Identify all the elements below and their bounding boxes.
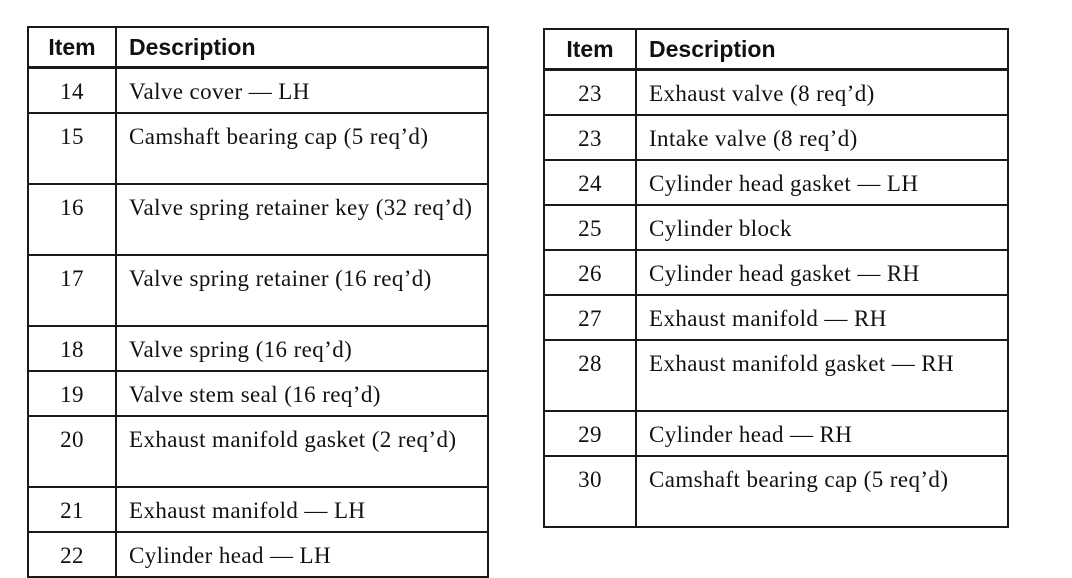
table-row: [28, 487, 488, 532]
item-number-cell: 30: [544, 456, 636, 527]
item-number-cell: 24: [544, 160, 636, 205]
table-row: [28, 371, 488, 416]
item-number-cell: 20: [28, 416, 116, 487]
description-cell: Valve spring retainer key (32 req’d): [116, 184, 488, 255]
description-cell: Exhaust manifold gasket (2 req’d): [116, 416, 488, 487]
table-row: [544, 205, 1008, 250]
table-row: [544, 250, 1008, 295]
item-number-cell: 23: [544, 70, 636, 116]
description-cell: Exhaust manifold gasket — RH: [636, 340, 1008, 411]
item-number-cell: 27: [544, 295, 636, 340]
item-number-cell: 21: [28, 487, 116, 532]
description-cell: Cylinder head gasket — RH: [636, 250, 1008, 295]
table-row: [28, 326, 488, 371]
table-row: [544, 456, 1008, 527]
parts-table-left: [27, 26, 489, 578]
table-row: [544, 70, 1008, 116]
item-number-cell: 23: [544, 115, 636, 160]
item-number-cell: 28: [544, 340, 636, 411]
table-row: [28, 416, 488, 487]
description-cell: Cylinder head — RH: [636, 411, 1008, 456]
table-row: [28, 113, 488, 184]
description-cell: Exhaust valve (8 req’d): [636, 70, 1008, 116]
description-cell: Cylinder head gasket — LH: [636, 160, 1008, 205]
table-row: [28, 68, 488, 114]
table-row: [544, 411, 1008, 456]
table-header-row: [28, 27, 488, 68]
description-cell: Intake valve (8 req’d): [636, 115, 1008, 160]
item-number-cell: 14: [28, 68, 116, 114]
description-cell: Valve spring (16 req’d): [116, 326, 488, 371]
table-row: [544, 160, 1008, 205]
column-header-description: Description: [636, 29, 1008, 70]
table-row: [544, 115, 1008, 160]
table-row: [28, 255, 488, 326]
parts-table-right: [543, 28, 1009, 528]
description-cell: Valve cover — LH: [116, 68, 488, 114]
table-row: [544, 295, 1008, 340]
description-cell: Valve stem seal (16 req’d): [116, 371, 488, 416]
description-cell: Cylinder head — LH: [116, 532, 488, 577]
table-row: [28, 532, 488, 577]
item-number-cell: 22: [28, 532, 116, 577]
description-cell: Exhaust manifold — RH: [636, 295, 1008, 340]
description-cell: Exhaust manifold — LH: [116, 487, 488, 532]
column-header-item: Item: [28, 27, 116, 68]
item-number-cell: 29: [544, 411, 636, 456]
item-number-cell: 19: [28, 371, 116, 416]
item-number-cell: 16: [28, 184, 116, 255]
column-header-description: Description: [116, 27, 488, 68]
column-header-item: Item: [544, 29, 636, 70]
item-number-cell: 15: [28, 113, 116, 184]
description-cell: Cylinder block: [636, 205, 1008, 250]
item-number-cell: 25: [544, 205, 636, 250]
description-cell: Camshaft bearing cap (5 req’d): [116, 113, 488, 184]
table-row: [544, 340, 1008, 411]
item-number-cell: 18: [28, 326, 116, 371]
item-number-cell: 26: [544, 250, 636, 295]
table-header-row: [544, 29, 1008, 70]
description-cell: Valve spring retainer (16 req’d): [116, 255, 488, 326]
item-number-cell: 17: [28, 255, 116, 326]
table-row: [28, 184, 488, 255]
description-cell: Camshaft bearing cap (5 req’d): [636, 456, 1008, 527]
